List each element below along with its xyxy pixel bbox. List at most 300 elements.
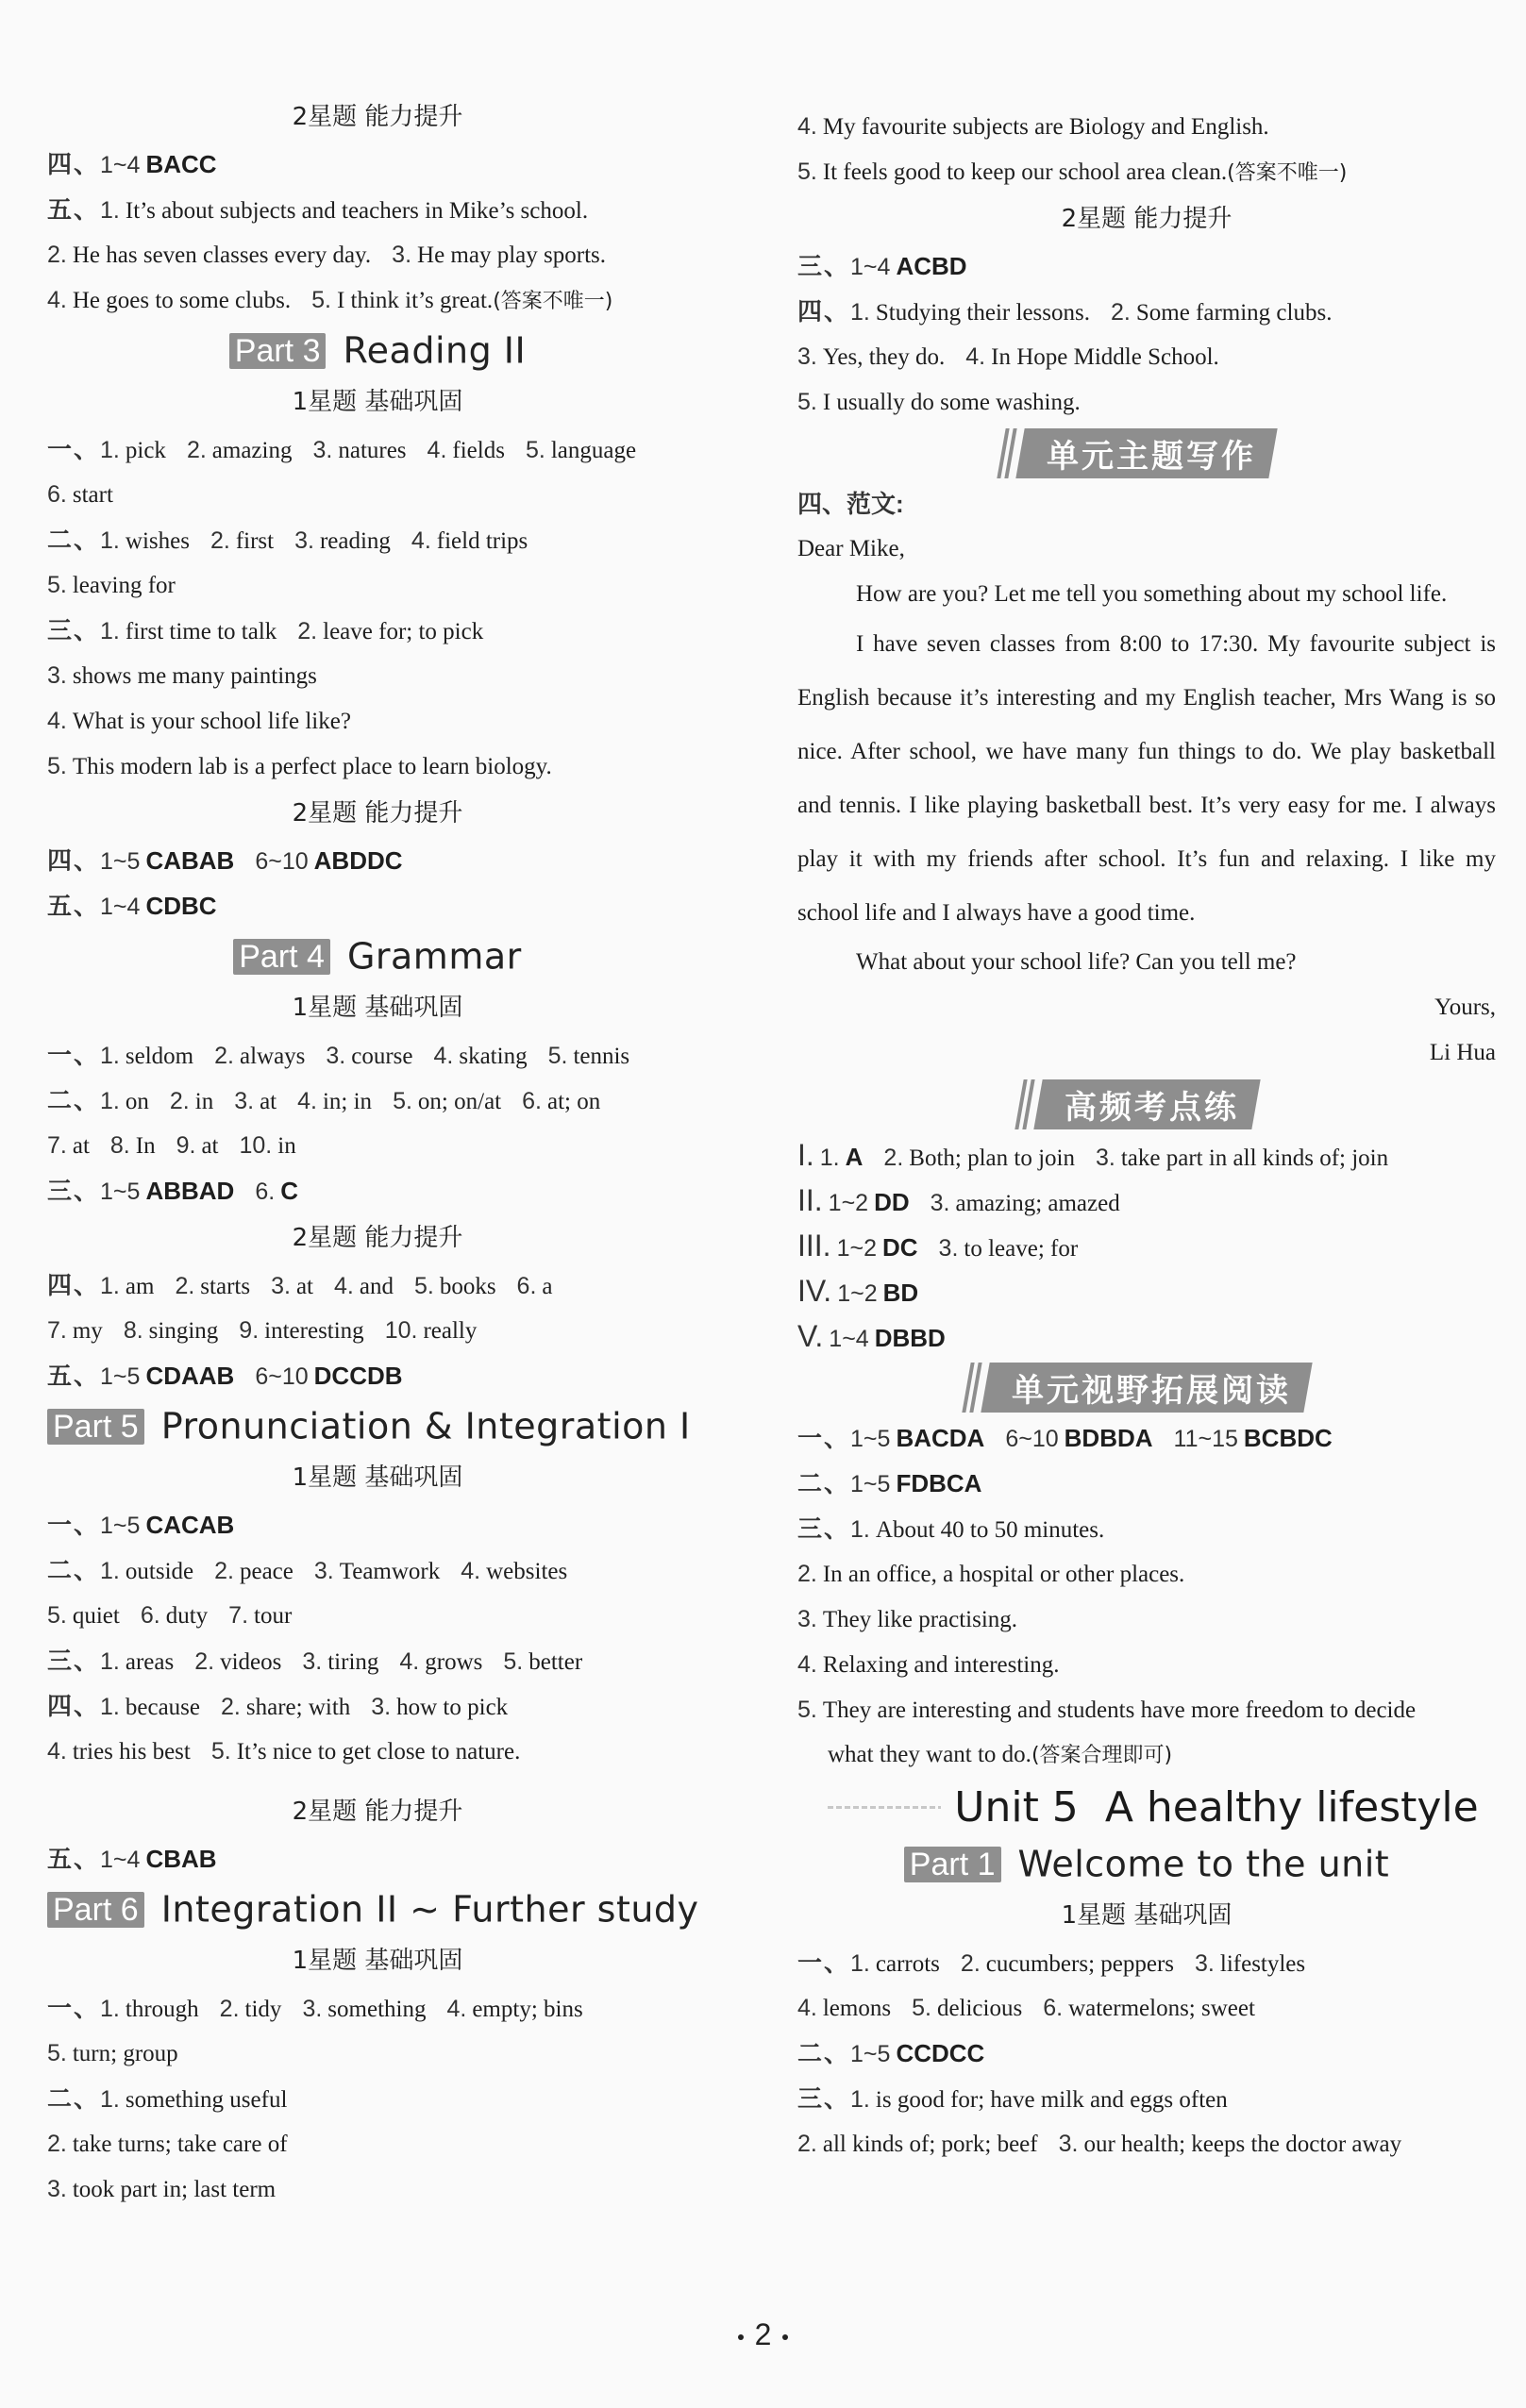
- item-number: 2.: [47, 242, 67, 268]
- item-number: 2.: [214, 1043, 234, 1069]
- item-answer: on: [125, 1089, 149, 1114]
- item-number: 1~5: [850, 2041, 891, 2067]
- roman-answers: [797, 1132, 1496, 1359]
- item-number: 1~4: [100, 1847, 141, 1873]
- item-number: 1~4: [850, 254, 891, 280]
- answer-line: [47, 653, 708, 698]
- item-number: 6.: [255, 1179, 276, 1205]
- item-answer: DCCDB: [313, 1362, 403, 1390]
- item-answer: is good for; have milk and eggs often: [875, 2087, 1228, 2113]
- section-number: 一: [797, 1424, 823, 1452]
- left-column: [47, 92, 708, 2212]
- answer-line: [47, 142, 708, 187]
- item-number: 1.: [100, 2086, 120, 2113]
- answer-line: [797, 379, 1496, 425]
- item-answer: He may play sports.: [417, 242, 606, 268]
- item-number: 5.: [912, 1995, 931, 2021]
- item-answer: watermelons; sweet: [1068, 1996, 1255, 2021]
- part-heading: Part 4 Grammar: [47, 928, 708, 983]
- writing-banner: 单元主题写作: [797, 425, 1496, 481]
- item-number: 1.: [100, 437, 120, 463]
- item-number: 8.: [123, 1317, 143, 1344]
- answer-line: [47, 2031, 708, 2076]
- item-number: 9.: [176, 1132, 196, 1159]
- answer-line: [797, 1597, 1496, 1642]
- item-answer: in; in: [322, 1089, 373, 1114]
- item-answer: language: [550, 438, 637, 463]
- roman-answer-line: [797, 1178, 1496, 1223]
- section-number: 五: [47, 892, 73, 920]
- item-answer: Teamwork: [339, 1559, 441, 1584]
- high-frequency-banner: 高频考点练: [797, 1076, 1496, 1132]
- item-answer: all kinds of; pork; beef: [822, 2132, 1038, 2157]
- item-answer: a: [542, 1274, 553, 1299]
- item-number: 3.: [938, 1235, 959, 1262]
- item-answer: at: [201, 1133, 219, 1159]
- item-answer: In Hope Middle School.: [991, 344, 1219, 370]
- roman-numeral: II.: [797, 1183, 823, 1217]
- item-number: 3.: [371, 1694, 392, 1720]
- section-separator: 、: [74, 1041, 99, 1069]
- section-number: 一: [47, 435, 73, 463]
- section-separator: 、: [824, 297, 849, 326]
- item-answer: and: [359, 1274, 394, 1299]
- section-separator: 、: [74, 616, 99, 644]
- answer-line: [47, 1593, 708, 1638]
- answer-line: [47, 517, 708, 562]
- answer-line: [47, 1263, 708, 1308]
- item-number: 3.: [326, 1043, 346, 1069]
- item-number: 3.: [234, 1088, 255, 1114]
- section-number: 二: [47, 526, 73, 554]
- item-number: 5.: [503, 1648, 524, 1675]
- section-separator: 、: [824, 1469, 849, 1497]
- item-number: 2.: [186, 437, 207, 463]
- item-answer: They like practising.: [822, 1607, 1018, 1632]
- answer-line-continued: what they want to do.(答案合理即可): [828, 1742, 1173, 1767]
- item-number: 1.: [100, 1694, 120, 1720]
- essay-paragraph: What about your school life? Can you tell me?: [856, 949, 1297, 975]
- section-separator: 、: [74, 1362, 99, 1390]
- item-number: 3.: [392, 242, 412, 268]
- item-number: 3.: [294, 527, 314, 554]
- item-answer: how to pick: [396, 1695, 509, 1720]
- item-answer: A: [845, 1143, 864, 1171]
- item-number: 4.: [47, 708, 67, 734]
- item-answer: delicious: [936, 1996, 1023, 2021]
- item-number: 5.: [413, 1273, 434, 1299]
- item-answer: He has seven classes every day.: [72, 242, 372, 268]
- answer-line: [797, 1642, 1496, 1687]
- item-answer: CABAB: [145, 846, 235, 875]
- item-number: 5.: [311, 287, 331, 313]
- item-answer: BDBDA: [1064, 1424, 1153, 1452]
- essay-closing: Yours,: [1434, 995, 1496, 1020]
- answer-line: [47, 1683, 708, 1729]
- item-number: 1~2: [836, 1235, 877, 1262]
- section-heading-2star: 2星题 能力提升: [292, 1224, 463, 1252]
- roman-numeral: I.: [797, 1138, 814, 1172]
- item-number: 2.: [297, 618, 318, 644]
- item-number: 1~5: [100, 1363, 141, 1390]
- item-number: 1.: [100, 1273, 120, 1299]
- item-number: 5.: [393, 1088, 412, 1114]
- section-heading-2star: 2星题 能力提升: [292, 103, 463, 131]
- unit-heading: Unit 5 A healthy lifestyle: [797, 1778, 1496, 1836]
- item-answer: websites: [486, 1559, 568, 1584]
- item-answer: CACAB: [145, 1511, 235, 1539]
- item-answer: amazing: [211, 438, 293, 463]
- answer-line: [47, 426, 708, 472]
- answer-line: [797, 149, 1496, 194]
- item-answer: tiring: [327, 1649, 379, 1675]
- item-answer: leaving for: [72, 573, 176, 598]
- item-number: 4.: [797, 1651, 817, 1678]
- answer-line: [47, 1032, 708, 1078]
- item-number: 10.: [239, 1132, 273, 1159]
- item-number: 2.: [797, 1561, 817, 1587]
- section-number: 一: [47, 1041, 73, 1069]
- item-answer: books: [439, 1274, 496, 1299]
- item-answer: In an office, a hospital or other places.: [822, 1562, 1185, 1587]
- item-number: 3.: [1095, 1145, 1115, 1171]
- item-number: 6.: [140, 1602, 160, 1629]
- item-number: 1.: [850, 299, 870, 326]
- item-answer: at: [260, 1089, 277, 1114]
- section-separator: 、: [824, 1948, 849, 1977]
- item-number: 3.: [1058, 2131, 1079, 2157]
- item-number: 3.: [271, 1273, 291, 1299]
- item-answer: Studying their lessons.: [875, 300, 1090, 326]
- item-number: 6~10: [255, 848, 309, 875]
- item-answer: at; on: [546, 1089, 601, 1114]
- essay-salutation: Dear Mike,: [797, 536, 905, 561]
- item-number: 4.: [47, 287, 67, 313]
- part-heading: Part 1 Welcome to the unit: [797, 1836, 1496, 1891]
- section-separator: 、: [74, 1511, 99, 1539]
- item-answer: start: [72, 482, 113, 508]
- section-number: 二: [47, 1086, 73, 1114]
- item-answer: in: [194, 1089, 214, 1114]
- section-heading-2star: 2星题 能力提升: [1061, 205, 1233, 233]
- item-number: 4.: [433, 1043, 454, 1069]
- item-answer: outside: [125, 1559, 194, 1584]
- answer-line: [47, 1547, 708, 1593]
- item-answer: through: [125, 1997, 199, 2022]
- answer-line: [47, 472, 708, 517]
- item-number: 8.: [109, 1132, 130, 1159]
- item-answer: turn; group: [72, 2041, 178, 2066]
- answer-line: [47, 883, 708, 928]
- item-number: 1.: [100, 197, 120, 224]
- item-number: 1.: [850, 1950, 870, 1977]
- item-answer: ABDDC: [313, 846, 403, 875]
- item-number: 1~2: [828, 1190, 869, 1216]
- item-answer: videos: [220, 1649, 282, 1675]
- section-separator: 、: [74, 1994, 99, 2022]
- item-number: 2.: [883, 1145, 904, 1171]
- item-number: 1~5: [850, 1426, 891, 1452]
- essay: [797, 527, 1496, 1076]
- answer-line: [47, 1123, 708, 1168]
- item-answer: It’s about subjects and teachers in Mike’s school.: [125, 198, 589, 224]
- item-number: 4.: [47, 1738, 67, 1764]
- item-answer: take part in all kinds of; join: [1120, 1145, 1389, 1171]
- answer-line: [47, 562, 708, 608]
- item-answer: It feels good to keep our school area clean.: [822, 159, 1228, 185]
- item-answer: cucumbers; peppers: [985, 1951, 1175, 1977]
- section-heading-1star: 1星题 基础巩固: [1061, 1901, 1233, 1930]
- item-number: 6~10: [1005, 1426, 1059, 1452]
- item-number: 5.: [797, 389, 817, 415]
- answer-line: [47, 2121, 708, 2166]
- item-number: 1.: [100, 1088, 120, 1114]
- item-number: 4.: [797, 113, 817, 140]
- item-answer: carrots: [875, 1951, 940, 1977]
- section-number: 四: [47, 1692, 73, 1720]
- item-number: 1.: [850, 2086, 870, 2113]
- item-number: 2.: [175, 1273, 195, 1299]
- item-number: 6.: [47, 481, 67, 508]
- item-number: 7.: [228, 1602, 249, 1629]
- item-number: 5.: [47, 572, 67, 598]
- item-number: 7.: [47, 1132, 67, 1159]
- item-number: 5.: [547, 1043, 568, 1069]
- section-separator: 、: [74, 2084, 99, 2113]
- section-number: 二: [47, 1556, 73, 1584]
- answer-line: [47, 698, 708, 744]
- section-heading-2star: 2星题 能力提升: [292, 1798, 463, 1826]
- item-answer: wishes: [125, 528, 190, 554]
- item-answer: shows me many paintings: [72, 663, 317, 689]
- item-number: 1~4: [829, 1326, 869, 1352]
- section-number: 三: [47, 616, 73, 644]
- item-answer: BACDA: [896, 1424, 985, 1452]
- roman-answer-line: [797, 1132, 1496, 1178]
- item-number: 10.: [384, 1317, 418, 1344]
- answer-line: [47, 1078, 708, 1123]
- item-answer: natures: [338, 438, 407, 463]
- item-answer: because: [125, 1695, 201, 1720]
- item-number: 1~5: [100, 848, 141, 875]
- answer-line: [797, 334, 1496, 379]
- item-answer: DD: [874, 1188, 910, 1216]
- item-number: 3.: [797, 1606, 817, 1632]
- section-number: 三: [47, 1177, 73, 1205]
- item-answer: Both; plan to join: [909, 1145, 1075, 1171]
- item-answer: Yes, they do.: [822, 344, 946, 370]
- item-number: 1~5: [100, 1513, 141, 1539]
- page-number: 2: [0, 2317, 1526, 2352]
- item-number: 1~2: [837, 1280, 878, 1307]
- answer-line: [797, 289, 1496, 334]
- answer-note: (答案不唯一): [1227, 161, 1348, 185]
- answer-line: [797, 1506, 1496, 1551]
- item-number: 1.: [100, 527, 120, 554]
- item-number: 2.: [214, 1558, 234, 1584]
- item-answer: tour: [254, 1603, 293, 1629]
- item-number: 4.: [797, 1995, 817, 2021]
- item-number: 3.: [47, 662, 67, 689]
- section-number: 三: [797, 1514, 823, 1543]
- part-heading: Part 5 Pronunciation & Integration I: [47, 1398, 708, 1453]
- item-number: 11~15: [1173, 1426, 1238, 1452]
- item-number: 1.: [819, 1145, 840, 1171]
- item-answer: course: [351, 1044, 413, 1069]
- item-number: 2.: [210, 527, 230, 554]
- item-answer: field trips: [436, 528, 528, 554]
- answer-line: [47, 2076, 708, 2121]
- answer-line: [47, 232, 708, 277]
- section-number: 四: [797, 297, 823, 326]
- item-answer: lemons: [822, 1996, 892, 2021]
- section-heading-1star: 1星题 基础巩固: [292, 1947, 463, 1975]
- item-answer: reading: [319, 528, 391, 554]
- item-number: 2.: [47, 2131, 67, 2157]
- item-answer: amazing; amazed: [955, 1191, 1120, 1216]
- answer-line: [47, 2166, 708, 2212]
- answer-line: [797, 2121, 1496, 2166]
- item-answer: leave for; to pick: [323, 619, 484, 644]
- item-answer: our health; keeps the doctor away: [1083, 2132, 1402, 2157]
- item-answer: tidy: [244, 1997, 282, 2022]
- item-number: 3.: [302, 1648, 323, 1675]
- item-answer: my: [72, 1318, 103, 1344]
- answer-line: [47, 1985, 708, 2031]
- section-number: 四: [47, 150, 73, 178]
- item-number: 5.: [797, 159, 817, 185]
- section-heading-1star: 1星题 基础巩固: [292, 1463, 463, 1492]
- item-number: 1~5: [850, 1471, 891, 1497]
- part-heading: Part 3 Reading II: [47, 323, 708, 377]
- item-number: 1.: [850, 1516, 870, 1543]
- extended-reading-banner: 单元视野拓展阅读: [797, 1359, 1496, 1415]
- item-answer: skating: [459, 1044, 528, 1069]
- section-separator: 、: [74, 1177, 99, 1205]
- section-separator: 、: [74, 846, 99, 875]
- section-separator: 、: [74, 150, 99, 178]
- item-answer: BCBDC: [1243, 1424, 1333, 1452]
- answer-line: [47, 608, 708, 653]
- answer-line: [797, 1687, 1496, 1732]
- answer-line: [47, 277, 708, 323]
- section-number: 二: [797, 1469, 823, 1497]
- item-number: 7.: [47, 1317, 67, 1344]
- item-number: 1.: [100, 1558, 120, 1584]
- item-answer: something useful: [125, 2087, 288, 2113]
- item-number: 6.: [1043, 1995, 1064, 2021]
- section-number: 五: [47, 1845, 73, 1873]
- item-number: 3.: [930, 1190, 950, 1216]
- answer-line: [47, 1729, 708, 1774]
- answer-line: [47, 1638, 708, 1683]
- item-number: 1~5: [100, 1179, 141, 1205]
- item-answer: It’s nice to get close to nature.: [236, 1739, 521, 1764]
- item-number: 6~10: [255, 1363, 309, 1390]
- section-separator: 、: [824, 1514, 849, 1543]
- item-answer: C: [280, 1177, 298, 1205]
- item-answer: DBBD: [874, 1324, 946, 1352]
- item-number: 2.: [194, 1648, 215, 1675]
- item-answer: They are interesting and students have more freedom to decide: [822, 1697, 1417, 1723]
- section-separator: 、: [74, 1086, 99, 1114]
- item-answer: on; on/at: [417, 1089, 502, 1114]
- answer-line: [797, 2076, 1496, 2121]
- answer-line: [797, 1461, 1496, 1506]
- item-answer: take turns; take care of: [72, 2132, 288, 2157]
- item-answer: first time to talk: [125, 619, 277, 644]
- section-number: 五: [47, 1362, 73, 1390]
- item-number: 4.: [427, 437, 447, 463]
- item-answer: ACBD: [896, 252, 967, 280]
- item-answer: quiet: [72, 1603, 120, 1629]
- answer-line: [47, 1308, 708, 1353]
- item-answer: in: [277, 1133, 296, 1159]
- answer-line: [47, 744, 708, 789]
- item-answer: ABBAD: [145, 1177, 235, 1205]
- item-number: 4.: [965, 343, 986, 370]
- answer-line: [47, 1168, 708, 1213]
- section-number: 二: [797, 2039, 823, 2067]
- section-separator: 、: [74, 1692, 99, 1720]
- answer-line: [47, 1502, 708, 1547]
- item-answer: CDBC: [145, 892, 217, 920]
- item-answer: always: [239, 1044, 306, 1069]
- item-answer: something: [327, 1997, 427, 2022]
- item-answer: at: [72, 1133, 90, 1159]
- item-number: 4.: [297, 1088, 317, 1114]
- item-answer: at: [295, 1274, 313, 1299]
- item-number: 2.: [169, 1088, 190, 1114]
- item-number: 3.: [313, 1558, 334, 1584]
- section-number: 五: [47, 195, 73, 224]
- item-answer: share; with: [245, 1695, 351, 1720]
- item-number: 2.: [797, 2131, 817, 2157]
- section-separator: 、: [74, 195, 99, 224]
- section-heading-1star: 1星题 基础巩固: [292, 388, 463, 416]
- item-answer: In: [135, 1133, 156, 1159]
- item-answer: tennis: [573, 1044, 630, 1069]
- item-number: 2.: [219, 1996, 240, 2022]
- item-number: 6.: [522, 1088, 542, 1114]
- item-answer: pick: [125, 438, 166, 463]
- item-number: 5.: [525, 437, 545, 463]
- item-answer: better: [528, 1649, 583, 1675]
- item-number: 1.: [100, 1043, 120, 1069]
- item-answer: lifestyles: [1219, 1951, 1306, 1977]
- answer-note: (答案不唯一): [493, 290, 613, 313]
- item-answer: tries his best: [72, 1739, 191, 1764]
- item-answer: am: [125, 1274, 155, 1299]
- section-heading-1star: 1星题 基础巩固: [292, 994, 463, 1022]
- item-number: 1.: [100, 618, 120, 644]
- section-separator: 、: [74, 1271, 99, 1299]
- item-answer: DC: [881, 1233, 918, 1262]
- item-number: 4.: [411, 527, 431, 554]
- item-number: 3.: [797, 343, 817, 370]
- item-answer: to leave; for: [964, 1236, 1079, 1262]
- item-number: 5.: [210, 1738, 231, 1764]
- section-number: 一: [797, 1948, 823, 1977]
- item-number: 5.: [797, 1697, 817, 1723]
- section-number: 三: [797, 2084, 823, 2113]
- item-number: 3.: [47, 2176, 67, 2202]
- item-number: 2.: [960, 1950, 981, 1977]
- item-number: 2.: [221, 1694, 241, 1720]
- roman-numeral: V.: [797, 1319, 824, 1353]
- item-answer: This modern lab is a perfect place to learn biology.: [72, 754, 552, 779]
- item-number: 4.: [461, 1558, 481, 1584]
